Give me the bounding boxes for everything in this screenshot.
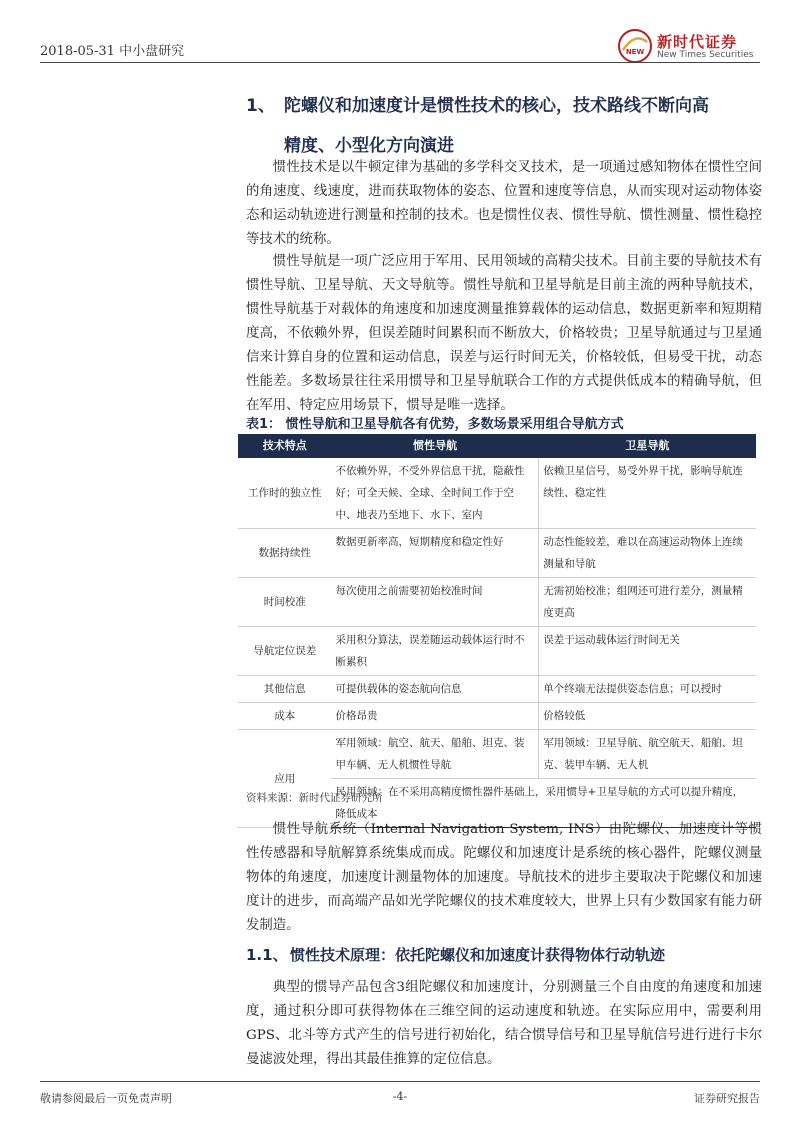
navigation-comparison-table [238,434,756,828]
row-ins: 采用积分算法，误差随运动载体运行时不断累积 [331,627,538,676]
row-application-military-gnss: 军用领域：卫星导航、航空航天、船舶、坦克、装甲车辆、无人机 [539,730,756,779]
section-1-heading [246,86,766,166]
row-gnss: 依赖卫星信号，易受外界干扰，影响导航连续性、稳定性 [539,458,756,529]
table-header-row [238,434,756,458]
logo-english-name: New Times Securities [657,50,754,60]
section-1-1-title: 惯性技术原理：依托陀螺仪和加速度计获得物体行动轨迹 [290,946,666,964]
row-gnss: 误差于运动载体运行时间无关 [539,627,756,676]
table-row [238,458,756,529]
row-gnss: 无需初始校准；组网还可进行差分，测量精度更高 [539,578,756,627]
footer-report-type: 证券研究报告 [694,1092,760,1105]
row-ins: 数据更新率高，短期精度和稳定性好 [331,529,538,578]
table-row [238,627,756,676]
header-divider [40,62,760,63]
row-gnss: 单个终端无法提供姿态信息；可以授时 [539,676,756,703]
row-application-civil: 民用领域：在不采用高精度惯性器件基础上，采用惯导+卫星导航的方式可以提升精度，降低成本 [331,779,756,828]
row-feature: 其他信息 [238,676,331,703]
row-feature: 导航定位误差 [238,627,331,676]
table-row [238,676,756,703]
page-number: -4- [392,1090,408,1103]
row-ins: 不依赖外界，不受外界信息干扰，隐蔽性好；可全天候、全球、全时间工作于空中、地表乃至地下、水下、室内 [331,458,538,529]
row-gnss: 动态性能较差，难以在高速运动物体上连续测量和导航 [539,529,756,578]
row-ins: 可提供载体的姿态航向信息 [331,676,538,703]
section-1-title-line1: 陀螺仪和加速度计是惯性技术的核心，技术路线不断向高 [284,96,709,116]
table-row [238,578,756,627]
header-feature: 技术特点 [238,434,331,458]
paragraph-inertial-principle: 典型的惯导产品包含3组陀螺仪和加速度计，分别测量三个自由度的角速度和加速度，通过积分即可获得物体在三维空间的运动速度和轨迹。在实际应用中，需要利用GPS、北斗等方式产生的信号进行初始化，结合惯导信号和卫星导航信号进行进行卡尔曼滤波处理，得出其最佳推算的定位信息。 [246,980,762,1067]
table-source: 资料来源：新时代证券研究所 [246,792,383,804]
row-feature: 数据持续性 [238,529,331,578]
row-feature: 工作时的独立性 [238,458,331,529]
new-times-logo-icon [617,28,653,64]
svg-text:NEW: NEW [625,48,645,56]
table-row [238,529,756,578]
logo-chinese-name: 新时代证券 [657,33,738,51]
row-gnss: 价格较低 [539,703,756,730]
paragraph-inertial-tech: 惯性技术是以牛顿定律为基础的多学科交叉技术，是一项通过感知物体在惯性空间的角速度、线速度，进而获取物体的姿态、位置和速度等信息，从而实现对运动物体姿态和运动轨迹进行测量和控制的技术。也是惯性仪表、惯性导航、惯性测量、惯性稳控等技术的统称。 [246,160,762,247]
paragraph-inertial-navigation: 惯性导航是一项广泛应用于军用、民用领域的高精尖技术。目前主要的导航技术有惯性导航、卫星导航、天文导航等。惯性导航和卫星导航是目前主流的两种导航技术，惯性导航基于对载体的角速度和加速度测量推算载体的运动信息，数据更新率和短期精度高，不依赖外界，但误差随时间累积而不断放大，价格较贵；卫星导航通过与卫星通信来计算自身的位置和运动信息，误差与运行时间无关，价格较低，但易受干扰，动态性能差。多数场景往往采用惯导和卫星导航联合工作的方式提供低成本的精确导航，但在军用、特定应用场景下，惯导是唯一选择。 [246,254,762,413]
section-1-title-line2: 精度、小型化方向演进 [284,136,454,156]
header-ins: 惯性导航 [331,434,538,458]
footer-disclaimer: 敬请参阅最后一页免责声明 [40,1092,172,1105]
table-row-application-military [238,730,756,779]
row-feature: 时间校准 [238,578,331,627]
row-feature: 成本 [238,703,331,730]
table-caption: 表1： 惯性导航和卫星导航各有优势，多数场景采用组合导航方式 [246,417,624,432]
row-ins: 价格昂贵 [331,703,538,730]
section-1-1-heading [246,944,665,965]
header-date-title: 2018-05-31 中小盘研究 [40,44,185,59]
table-row [238,703,756,730]
row-application-military-ins: 军用领域：航空、航天、船舶、坦克、装甲车辆、无人机惯性导航 [331,730,538,779]
row-feature-application: 应用 [238,730,331,828]
section-1-1-number: 1.1、 [246,946,288,964]
company-logo [617,28,767,64]
header-gnss: 卫星导航 [539,434,756,458]
paragraph-ins-system: 惯性导航系统（Internal Navigation System, INS）由陀螺仪、加速度计等惯性传感器和导航解算系统集成而成。陀螺仪和加速度计是系统的核心器件，陀螺仪测量物体的角速度，加速度计测量物体的加速度。导航技术的进步主要取决于陀螺仪和加速度计的进步，而高端产品如光学陀螺仪的技术难度较大，世界上只有少数国家有能力研发制造。 [246,822,762,933]
section-1-number: 1、 [246,96,275,116]
row-ins: 每次使用之前需要初始校准时间 [331,578,538,627]
footer-divider [40,1081,760,1082]
